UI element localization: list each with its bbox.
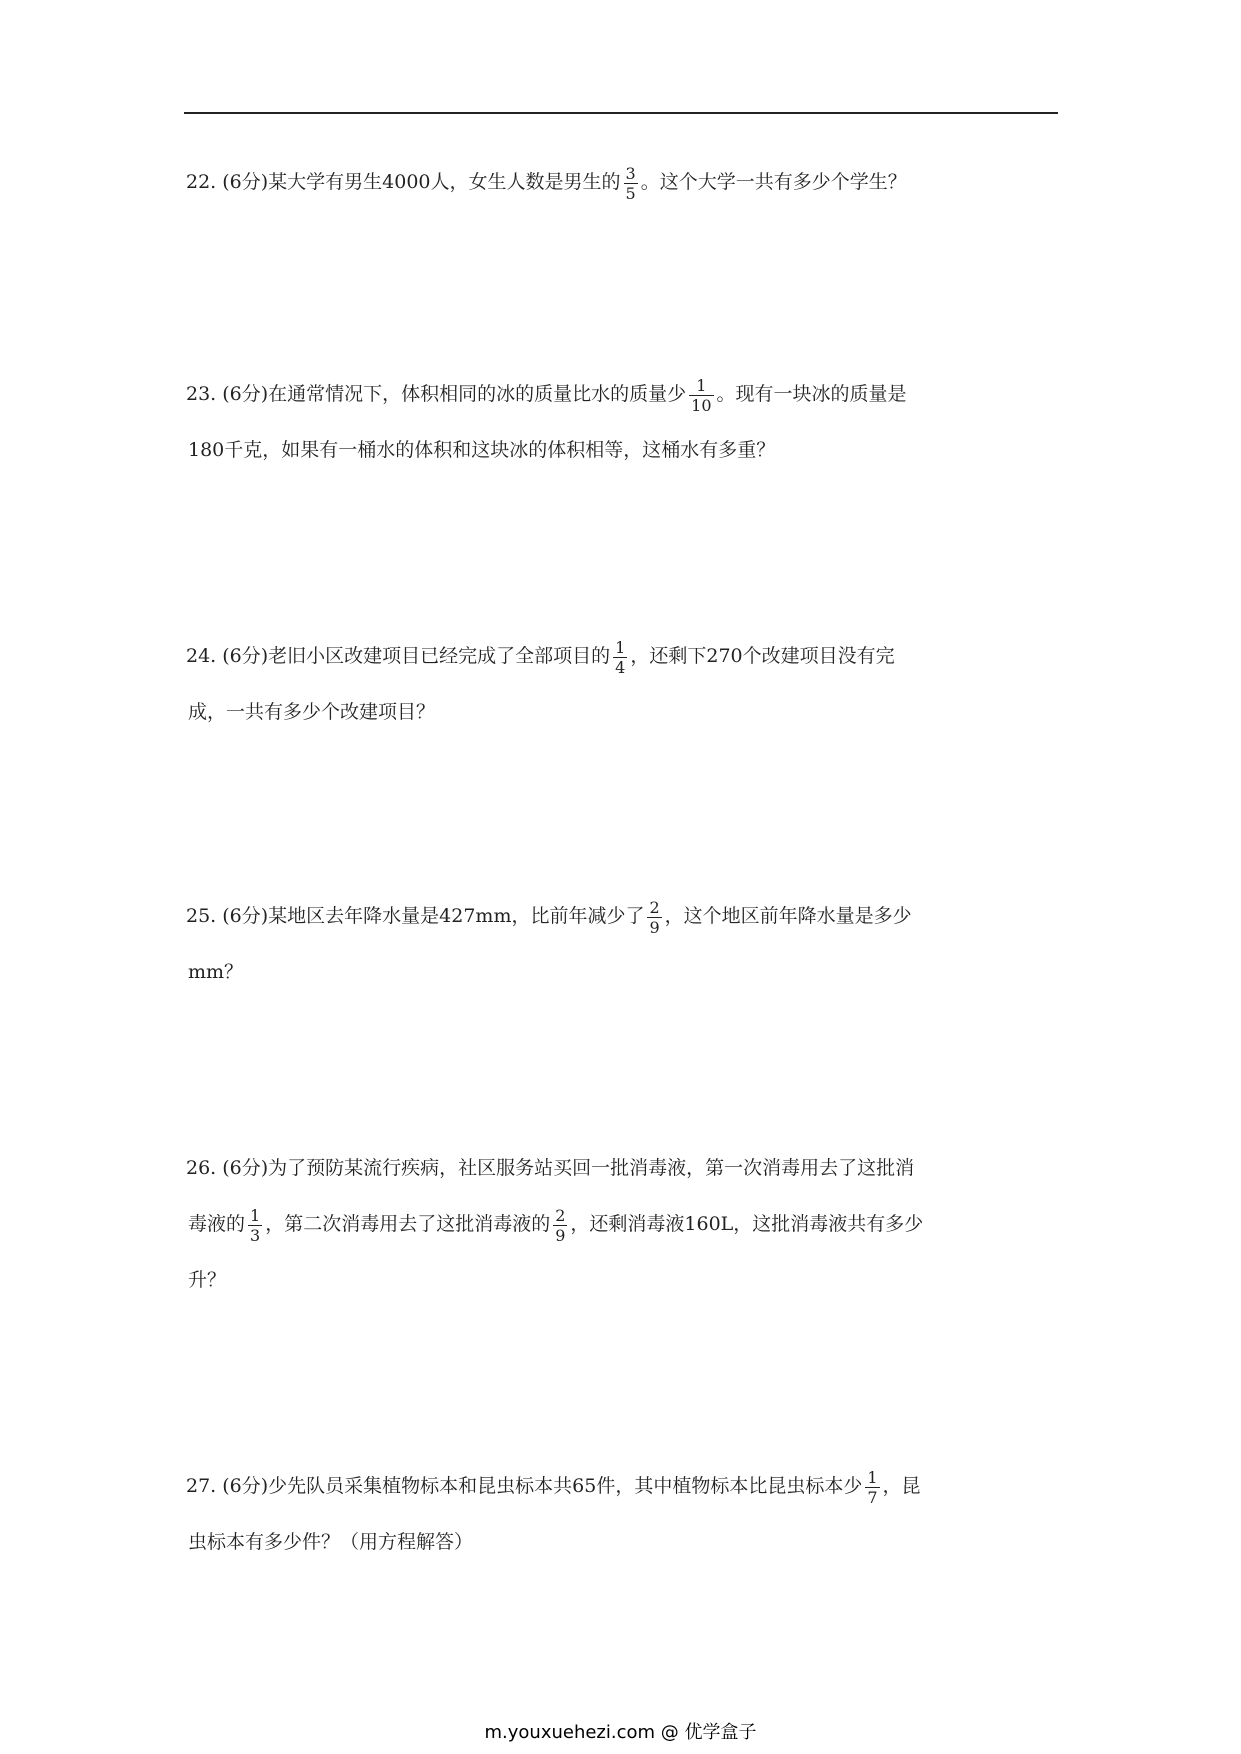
fraction-numerator: 1 xyxy=(689,376,713,396)
fraction-numerator: 1 xyxy=(867,1467,878,1487)
question-24 xyxy=(188,628,1058,740)
fraction-denominator: 9 xyxy=(555,1225,566,1245)
fraction-denominator: 4 xyxy=(615,657,626,677)
question-text: 成，一共有多少个改建项目？ xyxy=(188,701,436,723)
fraction-denominator: 5 xyxy=(625,183,636,203)
fraction-denominator: 10 xyxy=(691,395,712,415)
footer-watermark: m.youxuehezi.com @ 优学盒子 xyxy=(484,1722,757,1743)
question-text: 180千克，如果有一桶水的体积和这块冰的体积相等，这桶水有多重？ xyxy=(188,439,776,461)
question-line xyxy=(188,944,1058,1000)
fraction-denominator: 3 xyxy=(250,1225,261,1245)
question-text: 升？ xyxy=(188,1269,227,1291)
question-26 xyxy=(188,1140,1058,1308)
question-line xyxy=(188,1196,1058,1252)
question-line xyxy=(188,684,1058,740)
question-text: 23. (6分)在通常情况下，体积相同的冰的质量比水的质量少 xyxy=(186,383,687,405)
question-text: 24. (6分)老旧小区改建项目已经完成了全部项目的 xyxy=(186,645,611,667)
question-text: ，这个地区前年降水量是多少 xyxy=(664,905,912,927)
question-22 xyxy=(188,154,1058,210)
fraction xyxy=(647,898,661,937)
question-text: 27. (6分)少先队员采集植物标本和昆虫标本共65件，其中植物标本比昆虫标本少 xyxy=(186,1475,863,1497)
question-line xyxy=(186,1140,1058,1196)
question-line xyxy=(186,888,1058,944)
fraction xyxy=(248,1206,262,1245)
question-text: ，昆 xyxy=(882,1475,921,1497)
question-text: 虫标本有多少件？（用方程解答） xyxy=(188,1531,474,1553)
header-rule xyxy=(184,112,1058,114)
fraction-numerator: 1 xyxy=(250,1205,261,1225)
question-line xyxy=(188,1252,1058,1308)
fraction xyxy=(553,1206,567,1245)
question-25 xyxy=(188,888,1058,1000)
question-text: 毒液的 xyxy=(188,1213,246,1235)
fraction-numerator: 2 xyxy=(649,897,660,917)
question-27 xyxy=(188,1458,1058,1570)
fraction xyxy=(613,638,627,677)
question-text: ，还剩下270个改建项目没有完 xyxy=(630,645,895,667)
fraction xyxy=(689,376,713,415)
question-line xyxy=(188,422,1058,478)
question-text: 。这个大学一共有多少个学生？ xyxy=(640,171,907,193)
question-text: mm？ xyxy=(188,961,244,983)
fraction xyxy=(865,1468,879,1507)
fraction-denominator: 9 xyxy=(649,917,660,937)
question-text: 26. (6分)为了预防某流行疾病，社区服务站买回一批消毒液，第一次消毒用去了这批消 xyxy=(186,1157,915,1179)
question-text: 22. (6分)某大学有男生4000人，女生人数是男生的 xyxy=(186,171,621,193)
question-text: 25. (6分)某地区去年降水量是427mm，比前年减少了 xyxy=(186,905,645,927)
question-line xyxy=(186,1458,1058,1514)
fraction-numerator: 3 xyxy=(625,163,636,183)
question-line xyxy=(186,366,1058,422)
question-text: ，还剩消毒液160L，这批消毒液共有多少 xyxy=(570,1213,924,1235)
fraction-denominator: 7 xyxy=(867,1487,878,1507)
fraction-numerator: 1 xyxy=(615,637,626,657)
question-23 xyxy=(188,366,1058,478)
fraction xyxy=(624,164,638,203)
question-line xyxy=(186,628,1058,684)
question-text: ，第二次消毒用去了这批消毒液的 xyxy=(265,1213,551,1235)
fraction-numerator: 2 xyxy=(555,1205,566,1225)
question-line xyxy=(186,154,1058,210)
question-text: 。现有一块冰的质量是 xyxy=(716,383,907,405)
question-line xyxy=(188,1514,1058,1570)
